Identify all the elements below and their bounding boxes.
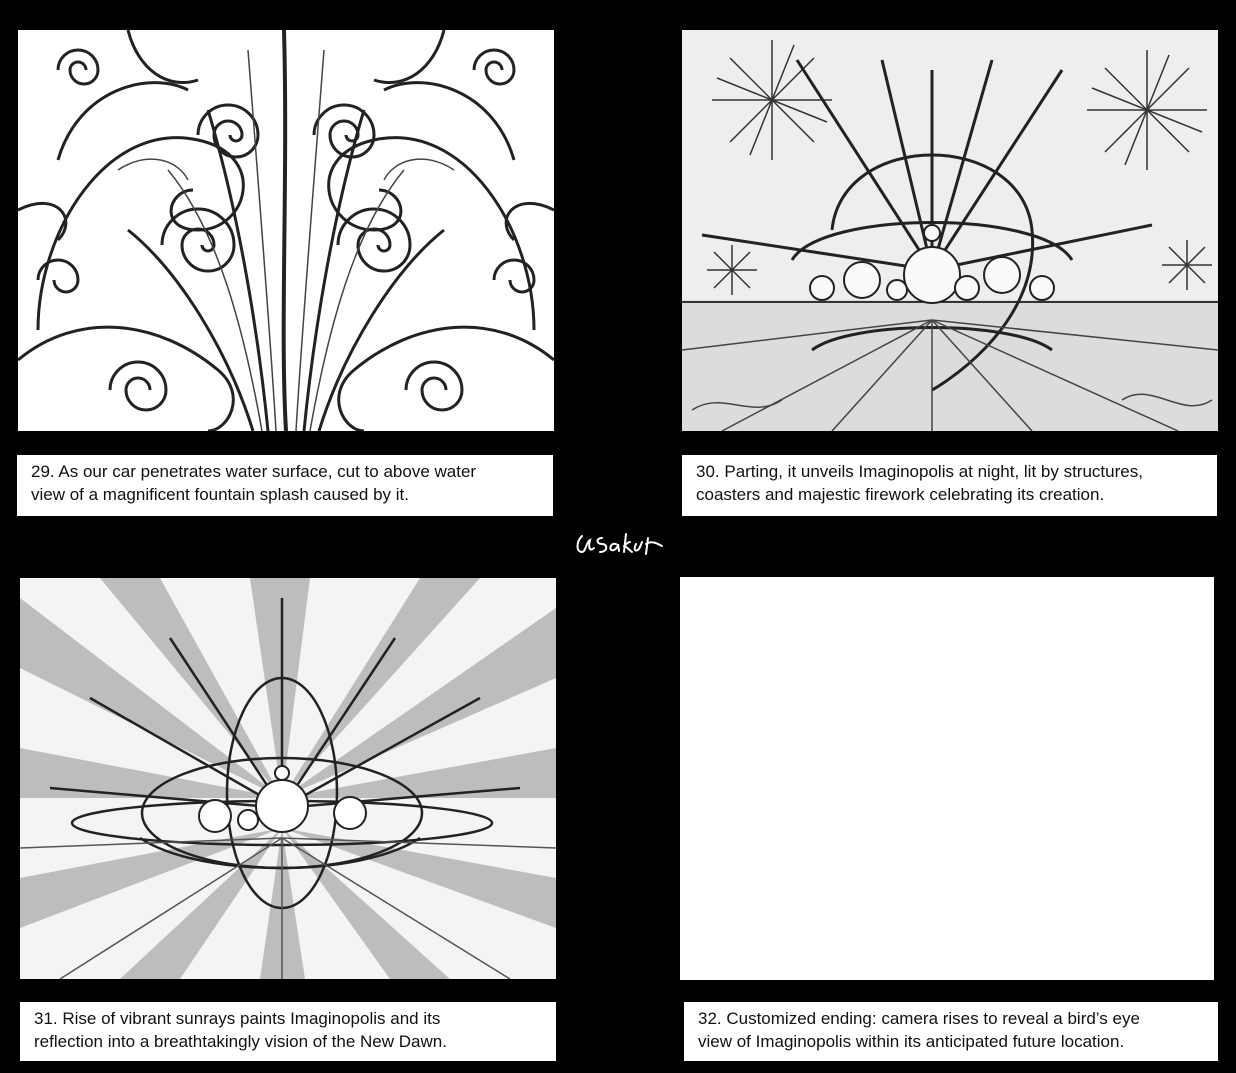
panel-29-caption: 29. As our car penetrates water surface, cut to above water view of a magnificent fountain splash caused by it.	[17, 455, 553, 516]
signature-mark	[572, 528, 664, 560]
fireworks-city-sketch	[682, 30, 1218, 431]
panel-29-image	[18, 30, 554, 431]
panel-31-caption: 31. Rise of vibrant sunrays paints Imaginopolis and its reflection into a breathtakingly vision of the New Dawn.	[20, 1002, 556, 1061]
fountain-splash-sketch	[18, 30, 554, 431]
sunrays-dawn-sketch	[20, 578, 556, 979]
panel-31-image	[20, 578, 556, 979]
panel-32-image	[680, 577, 1214, 980]
artist-signature	[572, 528, 664, 560]
panel-30-caption: 30. Parting, it unveils Imaginopolis at night, lit by structures, coasters and majestic firework celebrating its creation.	[682, 455, 1217, 516]
panel-30-image	[682, 30, 1218, 431]
panel-32-caption: 32. Customized ending: camera rises to reveal a bird’s eye view of Imaginopolis within its anticipated future location.	[684, 1002, 1218, 1061]
